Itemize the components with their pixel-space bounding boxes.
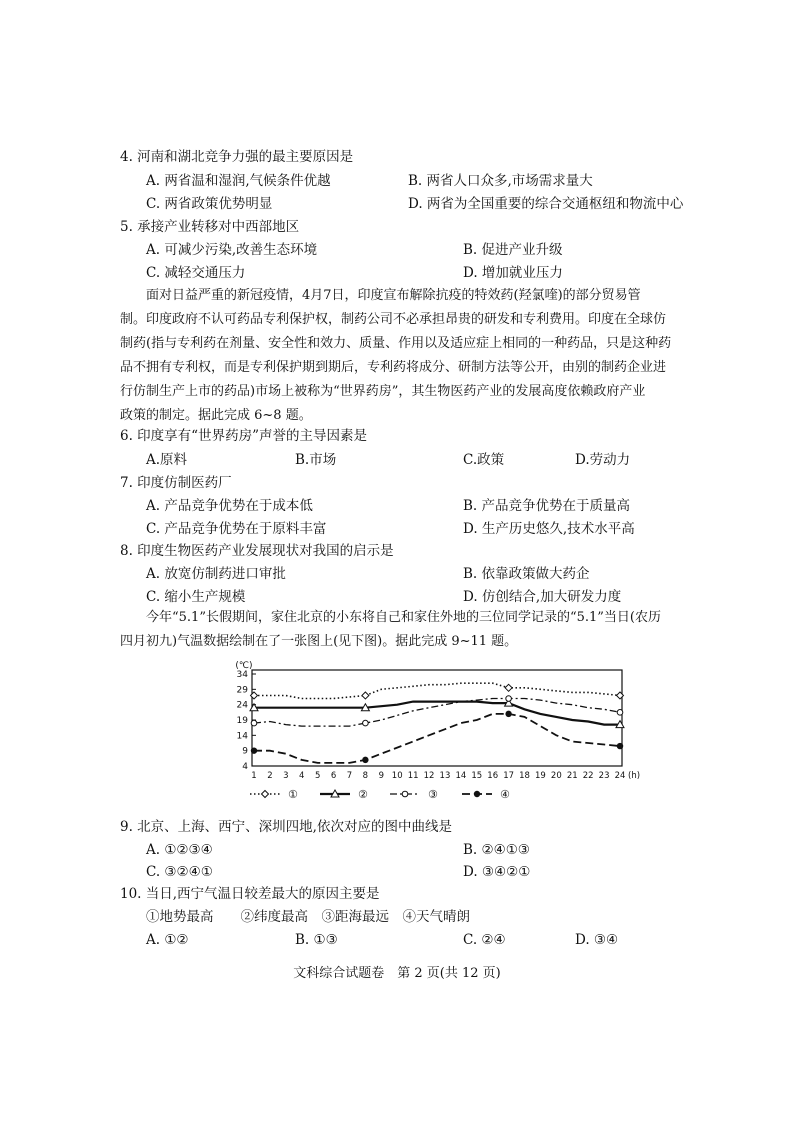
q10-option-d: D. ③④ xyxy=(575,932,619,948)
q8-option-b: B. 依靠政策做大药企 xyxy=(463,566,590,582)
data-point xyxy=(505,711,511,717)
q10-statements: ①地势最高 ②纬度最高 ③距海最远 ④天气晴朗 xyxy=(146,909,470,925)
page-footer: 文科综合试题卷 第 2 页(共 12 页) xyxy=(293,966,501,981)
x-tick-label: 17 xyxy=(503,771,515,781)
q8-option-d: D. 仿创结合,加大研发力度 xyxy=(463,589,622,605)
y-tick-label: 29 xyxy=(236,685,248,696)
x-tick-label: 14 xyxy=(455,771,467,781)
q9-option-c: C. ③②④① xyxy=(146,864,213,880)
passage-india-pharma xyxy=(120,284,690,428)
data-point xyxy=(251,747,257,753)
q5-option-b: B. 促进产业升级 xyxy=(463,242,563,258)
q9-option-b: B. ②④①③ xyxy=(463,842,530,858)
x-tick-label: 12 xyxy=(423,771,435,781)
q5-option-a: A. 可减少污染,改善生态环境 xyxy=(146,242,318,258)
series-line xyxy=(254,714,620,763)
y-tick-label: 24 xyxy=(236,700,248,711)
legend-label: ④ xyxy=(500,788,510,801)
y-tick-label: 9 xyxy=(242,746,248,757)
temperature-chart xyxy=(222,660,641,802)
q4-option-a: A. 两省温和湿润,气候条件优越 xyxy=(146,173,331,189)
q9-option-d: D. ③④②① xyxy=(463,864,531,880)
x-tick-label: 8 xyxy=(362,771,369,781)
q8-option-c: C. 缩小生产规模 xyxy=(146,589,246,605)
q10-option-b: B. ①③ xyxy=(295,932,338,948)
q4-option-b: B. 两省人口众多,市场需求量大 xyxy=(408,173,593,189)
x-axis-unit: (h) xyxy=(628,771,641,781)
data-point xyxy=(363,720,369,726)
legend-marker xyxy=(474,791,480,797)
q9-stem: 9. 北京、上海、西宁、深圳四地,依次对应的图中曲线是 xyxy=(120,819,452,835)
q6-option-c: C.政策 xyxy=(463,452,505,468)
q10-stem: 10. 当日,西宁气温日较差最大的原因主要是 xyxy=(120,886,380,902)
x-tick-label: 3 xyxy=(283,771,289,781)
legend-marker xyxy=(262,791,269,798)
q9-option-a: A. ①②③④ xyxy=(146,842,213,858)
q6-option-a: A.原料 xyxy=(146,452,188,468)
x-tick-label: 4 xyxy=(299,771,305,781)
x-tick-label: 6 xyxy=(330,771,337,781)
q8-stem: 8. 印度生物医药产业发展现状对我国的启示是 xyxy=(120,543,394,559)
x-tick-label: 22 xyxy=(582,771,594,781)
x-tick-label: 15 xyxy=(471,771,483,781)
x-tick-label: 19 xyxy=(535,771,546,781)
q5-option-d: D. 增加就业压力 xyxy=(463,265,563,281)
passage-line: 面对日益严重的新冠疫情，4月7日，印度宣布解除抗疫的特效药(羟氯喹)的部分贸易管 xyxy=(146,288,641,303)
data-point xyxy=(251,720,257,726)
x-tick-label: 24 xyxy=(614,771,626,781)
q7-option-a: A. 产品竞争优势在于成本低 xyxy=(146,498,313,514)
passage-line: 制药(指与专利药在剂量、安全性和效力、质量、作用以及适应症上相同的一种药品，只是这种药 xyxy=(120,336,672,351)
x-tick-label: 20 xyxy=(550,771,562,781)
passage-line: 制。印度政府不认可药品专利保护权，制药公司不必承担昂贵的研发和专利费用。印度在全球仿 xyxy=(120,312,667,327)
x-tick-label: 21 xyxy=(566,771,578,781)
q8-option-a: A. 放宽仿制药进口审批 xyxy=(146,566,286,582)
data-point xyxy=(617,743,623,749)
q5-stem: 5. 承接产业转移对中西部地区 xyxy=(120,219,300,235)
legend-label: ② xyxy=(358,788,368,801)
series-line xyxy=(254,683,620,698)
q5-option-c: C. 减轻交通压力 xyxy=(146,265,246,281)
passage-line: 今年“5.1”长假期间，家住北京的小东将自己和家住外地的三位同学记录的“5.1”当日(农历 xyxy=(146,610,662,625)
x-tick-label: 1 xyxy=(251,771,257,781)
q7-option-d: D. 生产历史悠久,技术水平高 xyxy=(463,521,635,537)
legend-marker xyxy=(402,791,408,797)
data-point xyxy=(362,757,368,763)
data-point xyxy=(362,692,369,699)
x-tick-label: 16 xyxy=(487,771,499,781)
q6-option-b: B.市场 xyxy=(295,452,337,468)
x-tick-label: 2 xyxy=(267,771,273,781)
data-point xyxy=(505,684,512,691)
x-tick-label: 5 xyxy=(314,771,321,781)
x-tick-label: 18 xyxy=(519,771,530,781)
legend-label: ③ xyxy=(428,788,438,801)
y-tick-label: 4 xyxy=(242,762,248,772)
x-tick-label: 23 xyxy=(598,771,610,781)
passage-line: 政策的制定。据此完成 6~8 题。 xyxy=(120,408,312,423)
q6-option-d: D.劳动力 xyxy=(575,452,631,468)
x-tick-label: 7 xyxy=(346,771,353,781)
passage-line: 品不拥有专利权，而是专利保护期到期后，专利药将成分、研制方法等公开，由别的制药企业进 xyxy=(120,360,667,375)
x-tick-label: 13 xyxy=(439,771,451,781)
q6-stem: 6. 印度享有“世界药房”声誉的主导因素是 xyxy=(120,428,367,444)
x-tick-label: 11 xyxy=(407,771,419,781)
q10-option-a: A. ①② xyxy=(146,932,189,948)
q4-option-c: C. 两省政策优势明显 xyxy=(146,196,273,212)
data-point xyxy=(617,710,623,716)
y-tick-label: 14 xyxy=(236,731,248,742)
q7-option-b: B. 产品竞争优势在于质量高 xyxy=(463,498,631,514)
series-line xyxy=(254,702,620,725)
x-tick-label: 10 xyxy=(391,771,403,781)
passage-line: 四月初九)气温数据绘制在了一张图上(见下图)。据此完成 9~11 题。 xyxy=(120,634,518,649)
q4-stem: 4. 河南和湖北竞争力强的最主要原因是 xyxy=(120,149,354,165)
y-tick-label: 19 xyxy=(236,716,248,726)
q4-option-d: D. 两省为全国重要的综合交通枢纽和物流中心 xyxy=(408,196,684,212)
data-point xyxy=(506,696,512,702)
x-tick-label: 9 xyxy=(378,771,385,781)
q10-option-c: C. ②④ xyxy=(463,932,506,948)
q7-option-c: C. 产品竞争优势在于原料丰富 xyxy=(146,521,327,537)
y-tick-label: 34 xyxy=(236,670,248,680)
legend-label: ① xyxy=(288,788,298,801)
y-axis-unit: (℃) xyxy=(235,661,253,671)
passage-line: 行仿制生产上市的药品)市场上被称为“世界药房”，其生物医药产业的发展高度依赖政府产业 xyxy=(120,384,646,399)
passage-may-day-temperature xyxy=(120,606,690,654)
q7-stem: 7. 印度仿制医药厂 xyxy=(120,475,232,491)
